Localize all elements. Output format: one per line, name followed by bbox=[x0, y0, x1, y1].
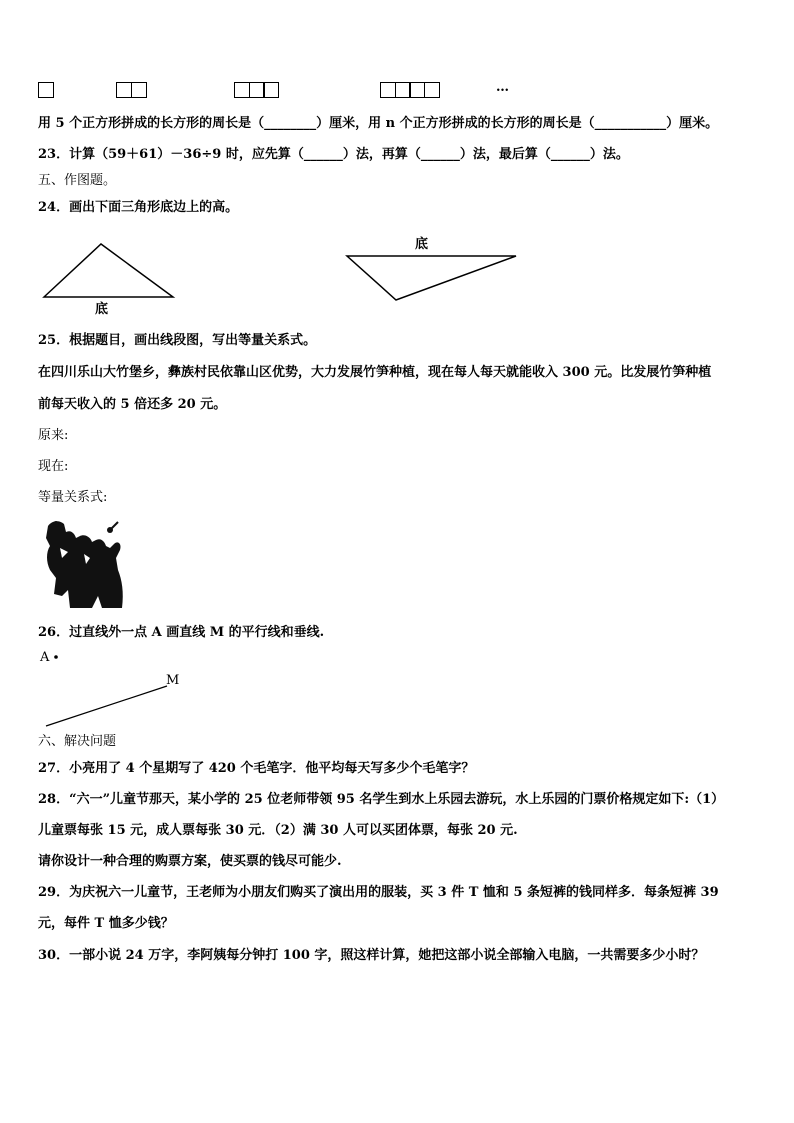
point-a-label: A bbox=[40, 650, 50, 665]
line-m-label: M bbox=[166, 673, 180, 688]
q25-relation-label: 等量关系式: bbox=[38, 490, 108, 505]
q24-text: 24．画出下面三角形底边上的高。 bbox=[38, 200, 239, 215]
q25-now-label: 现在: bbox=[38, 459, 69, 474]
q26-text: 26．过直线外一点 A 画直线 M 的平行线和垂线. bbox=[38, 625, 325, 640]
q25-line-1: 在四川乐山大竹堡乡，彝族村民依靠山区优势，大力发展竹笋种植，现在每人每天就能收入 300 元。比发展竹笋种植 bbox=[38, 365, 712, 380]
q28-line-3: 请你设计一种合理的购票方案，使买票的钱尽可能少. bbox=[38, 854, 342, 869]
squares-ellipsis: … bbox=[496, 80, 509, 95]
q28-line-2: 儿童票每张 15 元，成人票每张 30 元．（2）满 30 人可以买团体票，每张 20 元. bbox=[38, 823, 518, 838]
section-5-heading: 五、作图题。 bbox=[38, 173, 117, 188]
line-m bbox=[46, 686, 167, 726]
q27-text: 27．小亮用了 4 个星期写了 420 个毛笔字．他平均每天写多少个毛笔字？ bbox=[38, 761, 475, 776]
q29-line-1: 29．为庆祝六一儿童节，王老师为小朋友们购买了演出用的服装，买 3 件 T 恤和 5 条短裤的钱同样多．每条短裤 39 bbox=[38, 885, 719, 900]
q28-line-1: 28．“六一”儿童节那天，某小学的 25 位老师带领 95 名学生到水上乐园去游玩，水上乐园的门票价格规定如下:（1） bbox=[38, 792, 725, 807]
q23-text: 23．计算（59＋61）－36÷9 时，应先算（______）法，再算（______）法，最后算（______）法。 bbox=[38, 147, 629, 162]
q25-line-2: 前每天收入的 5 倍还多 20 元。 bbox=[38, 397, 227, 412]
q30-text: 30．一部小说 24 万字，李阿姨每分钟打 100 字，照这样计算，她把这部小说全部输入电脑，一共需要多少小时？ bbox=[38, 948, 705, 963]
q25-title: 25．根据题目，画出线段图，写出等量关系式。 bbox=[38, 333, 317, 348]
triangle-left-base-label: 底 bbox=[95, 302, 109, 317]
point-a-dot bbox=[54, 655, 58, 659]
q22-perimeter-line: 用 5 个正方形拼成的长方形的周长是（________）厘米，用 n 个正方形拼成的长方形的周长是（___________）厘米。 bbox=[38, 116, 719, 131]
section-6-heading: 六、解决问题 bbox=[38, 734, 117, 749]
triangle-right-base-label: 底 bbox=[415, 237, 429, 252]
q29-line-2: 元，每件 T 恤多少钱？ bbox=[38, 916, 174, 931]
q25-original-label: 原来: bbox=[38, 428, 69, 443]
